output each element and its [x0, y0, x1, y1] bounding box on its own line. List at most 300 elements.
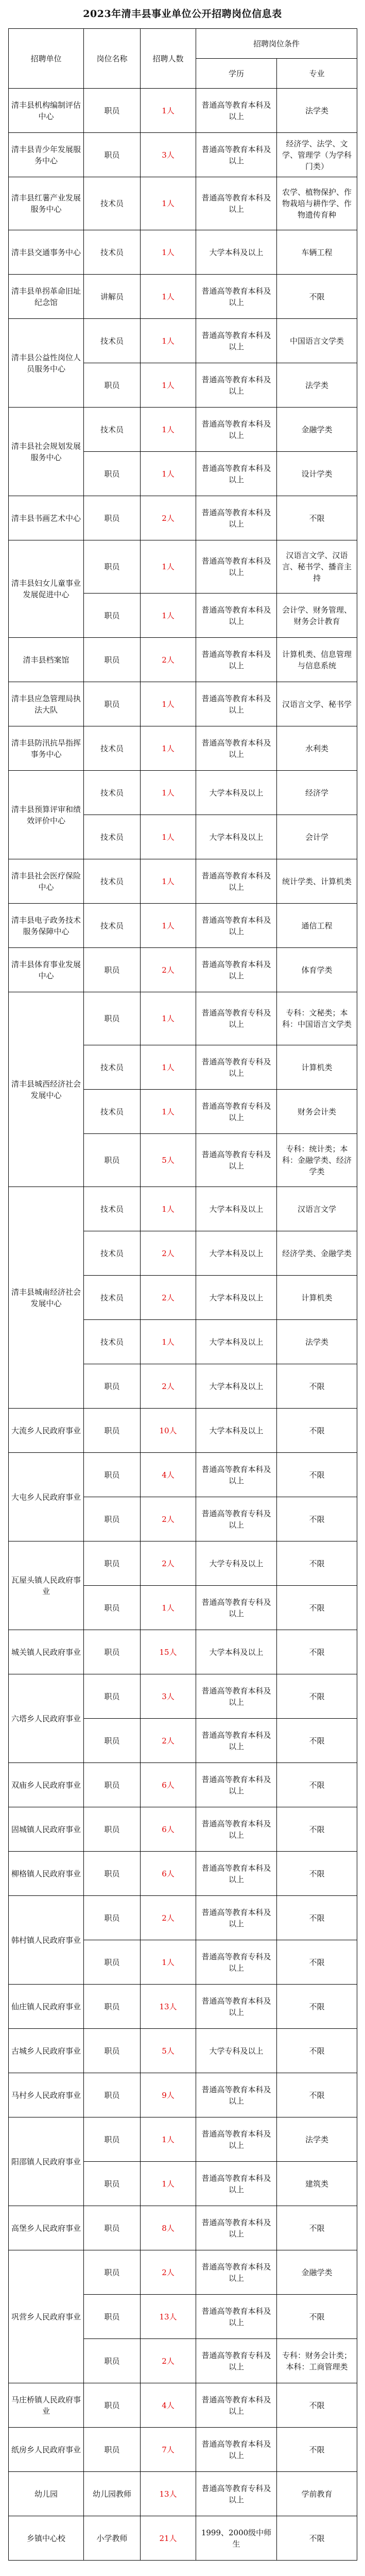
education-cell: 普通高等教育本科及以上 [196, 275, 277, 319]
major-cell: 不限 [277, 275, 357, 319]
header-education: 学历 [196, 59, 277, 89]
major-cell: 金融学类 [277, 2250, 357, 2295]
position-cell: 职员 [84, 89, 141, 133]
unit-cell: 城关镇人民政府事业 [9, 1630, 84, 1674]
position-cell: 职员 [84, 1940, 141, 1985]
unit-cell: 清丰县应急管理局执法大队 [9, 682, 84, 726]
count-cell: 1人 [141, 177, 196, 230]
unit-cell: 柳格镇人民政府事业 [9, 1852, 84, 1896]
unit-cell: 清丰县妇女儿童事业发展促进中心 [9, 540, 84, 638]
education-cell: 普通高等教育本科及以上 [196, 133, 277, 177]
education-cell: 普通高等教育本科及以上 [196, 904, 277, 948]
education-cell: 大学专科及以上 [196, 2029, 277, 2073]
table-row [9, 319, 357, 363]
count-cell: 2人 [141, 1719, 196, 1763]
unit-cell: 马村乡人民政府事业 [9, 2073, 84, 2117]
table-row [9, 2383, 357, 2428]
education-cell: 普通高等教育本科及以上 [196, 319, 277, 363]
count-cell: 5人 [141, 1134, 196, 1187]
unit-cell: 清丰县预算评审和绩效评价中心 [9, 771, 84, 859]
unit-cell: 六塔乡人民政府事业 [9, 1674, 84, 1763]
major-cell: 不限 [277, 2428, 357, 2472]
education-cell: 大学本科及以上 [196, 230, 277, 275]
position-cell: 职员 [84, 1763, 141, 1807]
table-row [9, 2250, 357, 2295]
unit-cell: 清丰县红薯产业发展服务中心 [9, 177, 84, 230]
position-cell: 小学教师 [84, 2516, 141, 2561]
position-cell: 技术员 [84, 771, 141, 815]
count-cell: 4人 [141, 1453, 196, 1497]
table-row [9, 771, 357, 815]
unit-cell: 大屯乡人民政府事业 [9, 1453, 84, 1541]
header-position: 岗位名称 [84, 29, 141, 89]
major-cell: 计算机类、信息管理与信息系统 [277, 638, 357, 682]
table-row [9, 1896, 357, 1940]
table-row [9, 408, 357, 452]
major-cell: 不限 [277, 1364, 357, 1409]
count-cell: 2人 [141, 2250, 196, 2295]
position-cell: 职员 [84, 1807, 141, 1852]
count-cell: 1人 [141, 594, 196, 638]
position-cell: 技术员 [84, 319, 141, 363]
count-cell: 1人 [141, 1045, 196, 1090]
count-cell: 1人 [141, 1320, 196, 1364]
major-cell: 财务会计类 [277, 1090, 357, 1134]
education-cell: 普通高等教育专科及以上 [196, 2339, 277, 2383]
education-cell: 大学本科及以上 [196, 1364, 277, 1409]
major-cell: 不限 [277, 496, 357, 540]
count-cell: 1人 [141, 2117, 196, 2162]
position-cell: 职员 [84, 2073, 141, 2117]
major-cell: 车辆工程 [277, 230, 357, 275]
education-cell: 普通高等教育专科及以上 [196, 2472, 277, 2516]
education-cell: 普通高等教育本科及以上 [196, 89, 277, 133]
count-cell: 3人 [141, 133, 196, 177]
position-cell: 职员 [84, 992, 141, 1045]
education-cell: 普通高等教育专科及以上 [196, 1586, 277, 1630]
unit-cell: 清丰县青少年发展服务中心 [9, 133, 84, 177]
unit-cell: 仙庄镇人民政府事业 [9, 1985, 84, 2029]
education-cell: 1999、2000级中师生 [196, 2516, 277, 2561]
unit-cell: 清丰县公益性岗位人员服务中心 [9, 319, 84, 408]
major-cell: 不限 [277, 1940, 357, 1985]
count-cell: 1人 [141, 408, 196, 452]
count-cell: 1人 [141, 992, 196, 1045]
table-row [9, 992, 357, 1045]
position-cell: 技术员 [84, 859, 141, 904]
major-cell: 农学、植物保护、作物栽培与耕作学、作物遗传育种 [277, 177, 357, 230]
education-cell: 普通高等教育专科及以上 [196, 1045, 277, 1090]
education-cell: 普通高等教育本科及以上 [196, 177, 277, 230]
table-row [9, 2472, 357, 2516]
education-cell: 普通高等教育本科及以上 [196, 2073, 277, 2117]
count-cell: 2人 [141, 638, 196, 682]
table-row [9, 2029, 357, 2073]
header-count: 招聘人数 [141, 29, 196, 89]
education-cell: 普通高等教育本科及以上 [196, 2295, 277, 2339]
position-cell: 职员 [84, 2250, 141, 2295]
education-cell: 普通高等教育本科及以上 [196, 2162, 277, 2206]
count-cell: 1人 [141, 89, 196, 133]
education-cell: 普通高等教育专科及以上 [196, 992, 277, 1045]
position-cell: 职员 [84, 1586, 141, 1630]
recruitment-table [8, 28, 357, 2561]
count-cell: 2人 [141, 496, 196, 540]
major-cell: 不限 [277, 2073, 357, 2117]
major-cell: 不限 [277, 1896, 357, 1940]
count-cell: 1人 [141, 319, 196, 363]
table-row [9, 682, 357, 726]
count-cell: 10人 [141, 1409, 196, 1453]
education-cell: 大学本科及以上 [196, 771, 277, 815]
table-row [9, 133, 357, 177]
major-cell: 金融学类 [277, 408, 357, 452]
count-cell: 2人 [141, 1896, 196, 1940]
table-row [9, 726, 357, 771]
count-cell: 2人 [141, 948, 196, 992]
count-cell: 1人 [141, 2162, 196, 2206]
unit-cell: 巩营乡人民政府事业 [9, 2250, 84, 2383]
major-cell: 不限 [277, 2295, 357, 2339]
position-cell: 职员 [84, 2428, 141, 2472]
major-cell: 汉语言文学 [277, 1187, 357, 1231]
major-cell: 不限 [277, 1674, 357, 1719]
major-cell: 体育学类 [277, 948, 357, 992]
table-row [9, 230, 357, 275]
count-cell: 2人 [141, 1541, 196, 1586]
table-row [9, 1763, 357, 1807]
unit-cell: 韩村镇人民政府事业 [9, 1896, 84, 1985]
education-cell: 普通高等教育本科及以上 [196, 1763, 277, 1807]
major-cell: 法学类 [277, 1320, 357, 1364]
position-cell: 职员 [84, 948, 141, 992]
unit-cell: 纸房乡人民政府事业 [9, 2428, 84, 2472]
major-cell: 不限 [277, 2029, 357, 2073]
position-cell: 职员 [84, 1409, 141, 1453]
count-cell: 1人 [141, 363, 196, 408]
education-cell: 大学本科及以上 [196, 1231, 277, 1276]
table-row [9, 1674, 357, 1719]
education-cell: 普通高等教育本科及以上 [196, 726, 277, 771]
education-cell: 普通高等教育本科及以上 [196, 408, 277, 452]
count-cell: 1人 [141, 859, 196, 904]
education-cell: 普通高等教育本科及以上 [196, 682, 277, 726]
position-cell: 职员 [84, 594, 141, 638]
unit-cell: 清丰县社会医疗保险中心 [9, 859, 84, 904]
education-cell: 普通高等教育本科及以上 [196, 540, 277, 594]
table-row [9, 948, 357, 992]
position-cell: 职员 [84, 1541, 141, 1586]
position-cell: 技术员 [84, 408, 141, 452]
education-cell: 大学本科及以上 [196, 1630, 277, 1674]
unit-cell: 清丰县体育事业发展中心 [9, 948, 84, 992]
major-cell: 法学类 [277, 2117, 357, 2162]
position-cell: 职员 [84, 1364, 141, 1409]
major-cell: 不限 [277, 1763, 357, 1807]
table-row [9, 1187, 357, 1231]
major-cell: 不限 [277, 1985, 357, 2029]
major-cell: 法学类 [277, 89, 357, 133]
table-row [9, 2073, 357, 2117]
count-cell: 1人 [141, 275, 196, 319]
count-cell: 1人 [141, 230, 196, 275]
count-cell: 6人 [141, 1763, 196, 1807]
education-cell: 普通高等教育本科及以上 [196, 594, 277, 638]
major-cell: 不限 [277, 1719, 357, 1763]
major-cell: 不限 [277, 2206, 357, 2250]
position-cell: 技术员 [84, 904, 141, 948]
count-cell: 8人 [141, 2206, 196, 2250]
position-cell: 职员 [84, 452, 141, 496]
position-cell: 职员 [84, 1719, 141, 1763]
major-cell: 计算机类 [277, 1045, 357, 1090]
position-cell: 职员 [84, 2029, 141, 2073]
major-cell: 不限 [277, 1630, 357, 1674]
major-cell: 不限 [277, 1852, 357, 1896]
education-cell: 大学本科及以上 [196, 1276, 277, 1320]
table-row [9, 1852, 357, 1896]
education-cell: 大学本科及以上 [196, 1409, 277, 1453]
count-cell: 15人 [141, 1630, 196, 1674]
table-row [9, 275, 357, 319]
count-cell: 6人 [141, 1807, 196, 1852]
education-cell: 普通高等教育本科及以上 [196, 859, 277, 904]
education-cell: 普通高等教育本科及以上 [196, 1719, 277, 1763]
table-row [9, 1807, 357, 1852]
education-cell: 普通高等教育本科及以上 [196, 2428, 277, 2472]
major-cell: 不限 [277, 1541, 357, 1586]
education-cell: 大学本科及以上 [196, 815, 277, 859]
count-cell: 1人 [141, 1187, 196, 1231]
education-cell: 普通高等教育本科及以上 [196, 363, 277, 408]
position-cell: 职员 [84, 2383, 141, 2428]
count-cell: 3人 [141, 1674, 196, 1719]
major-cell: 中国语言文学类 [277, 319, 357, 363]
position-cell: 技术员 [84, 1045, 141, 1090]
education-cell: 普通高等教育专科及以上 [196, 1940, 277, 1985]
table-row [9, 1409, 357, 1453]
education-cell: 普通高等教育本科及以上 [196, 2383, 277, 2428]
unit-cell: 清丰县交通事务中心 [9, 230, 84, 275]
count-cell: 4人 [141, 2383, 196, 2428]
count-cell: 1人 [141, 1090, 196, 1134]
position-cell: 职员 [84, 2117, 141, 2162]
major-cell: 计算机类 [277, 1276, 357, 1320]
table-row [9, 638, 357, 682]
table-row [9, 1630, 357, 1674]
major-cell: 专科：统计类；本科：金融学类、经济学类 [277, 1134, 357, 1187]
major-cell: 统计学类、计算机类 [277, 859, 357, 904]
position-cell: 技术员 [84, 726, 141, 771]
table-row [9, 177, 357, 230]
unit-cell: 清丰县书画艺术中心 [9, 496, 84, 540]
unit-cell: 清丰县城西经济社会发展中心 [9, 992, 84, 1187]
count-cell: 2人 [141, 1364, 196, 1409]
major-cell: 经济学 [277, 771, 357, 815]
position-cell: 技术员 [84, 1231, 141, 1276]
page-title: 2023年清丰县事业单位公开招聘岗位信息表 [83, 8, 282, 20]
major-cell: 通信工程 [277, 904, 357, 948]
unit-cell: 清丰县机构编制评估中心 [9, 89, 84, 133]
unit-cell: 幼儿园 [9, 2472, 84, 2516]
unit-cell: 双庙乡人民政府事业 [9, 1763, 84, 1807]
major-cell: 水利类 [277, 726, 357, 771]
count-cell: 13人 [141, 2295, 196, 2339]
education-cell: 普通高等教育本科及以上 [196, 1674, 277, 1719]
table-row [9, 89, 357, 133]
count-cell: 21人 [141, 2516, 196, 2561]
table-row [9, 904, 357, 948]
education-cell: 普通高等教育本科及以上 [196, 496, 277, 540]
position-cell: 技术员 [84, 1320, 141, 1364]
unit-cell: 清丰县城南经济社会发展中心 [9, 1187, 84, 1409]
table-row [9, 2206, 357, 2250]
education-cell: 普通高等教育本科及以上 [196, 1985, 277, 2029]
major-cell: 法学类 [277, 363, 357, 408]
major-cell: 不限 [277, 1586, 357, 1630]
unit-cell: 古城乡人民政府事业 [9, 2029, 84, 2073]
header-major: 专业 [277, 59, 357, 89]
position-cell: 技术员 [84, 815, 141, 859]
position-cell: 技术员 [84, 177, 141, 230]
unit-cell: 固城镇人民政府事业 [9, 1807, 84, 1852]
position-cell: 职员 [84, 2339, 141, 2383]
position-cell: 职员 [84, 133, 141, 177]
education-cell: 普通高等教育本科及以上 [196, 638, 277, 682]
position-cell: 职员 [84, 2162, 141, 2206]
count-cell: 2人 [141, 1231, 196, 1276]
count-cell: 1人 [141, 726, 196, 771]
count-cell: 1人 [141, 815, 196, 859]
major-cell: 经济学、法学、文学、管理学（为学科门类） [277, 133, 357, 177]
position-cell: 技术员 [84, 1090, 141, 1134]
count-cell: 2人 [141, 1497, 196, 1541]
count-cell: 1人 [141, 904, 196, 948]
table-row [9, 2428, 357, 2472]
count-cell: 5人 [141, 2029, 196, 2073]
table-row [9, 2516, 357, 2561]
major-cell: 学前教育 [277, 2472, 357, 2516]
count-cell: 1人 [141, 452, 196, 496]
unit-cell: 清丰县单拐革命旧址纪念馆 [9, 275, 84, 319]
education-cell: 普通高等教育本科及以上 [196, 948, 277, 992]
count-cell: 9人 [141, 2073, 196, 2117]
position-cell: 幼儿园教师 [84, 2472, 141, 2516]
unit-cell: 瓦屋头镇人民政府事业 [9, 1541, 84, 1630]
table-row [9, 496, 357, 540]
position-cell: 职员 [84, 540, 141, 594]
major-cell: 不限 [277, 1807, 357, 1852]
table-row [9, 2117, 357, 2162]
education-cell: 大学专科及以上 [196, 1541, 277, 1586]
position-cell: 职员 [84, 1630, 141, 1674]
position-cell: 职员 [84, 1985, 141, 2029]
count-cell: 7人 [141, 2428, 196, 2472]
header-unit: 招聘单位 [9, 29, 84, 89]
unit-cell: 清丰县电子政务技术服务保障中心 [9, 904, 84, 948]
count-cell: 1人 [141, 1940, 196, 1985]
education-cell: 大学本科及以上 [196, 1187, 277, 1231]
table-row [9, 1985, 357, 2029]
major-cell: 不限 [277, 1453, 357, 1497]
header-conditions: 招聘岗位条件 [196, 29, 357, 59]
position-cell: 职员 [84, 363, 141, 408]
education-cell: 普通高等教育专科及以上 [196, 1134, 277, 1187]
position-cell: 职员 [84, 2295, 141, 2339]
education-cell: 普通高等教育本科及以上 [196, 1807, 277, 1852]
position-cell: 职员 [84, 682, 141, 726]
unit-cell: 乡镇中心校 [9, 2516, 84, 2561]
unit-cell: 马庄桥镇人民政府事业 [9, 2383, 84, 2428]
education-cell: 普通高等教育本科及以上 [196, 1896, 277, 1940]
major-cell: 不限 [277, 1409, 357, 1453]
unit-cell: 高堡乡人民政府事业 [9, 2206, 84, 2250]
position-cell: 职员 [84, 1896, 141, 1940]
major-cell: 建筑类 [277, 2162, 357, 2206]
count-cell: 2人 [141, 2339, 196, 2383]
table-row [9, 540, 357, 594]
major-cell: 不限 [277, 2383, 357, 2428]
education-cell: 普通高等教育本科及以上 [196, 1453, 277, 1497]
major-cell: 经济学类、金融学类 [277, 1231, 357, 1276]
education-cell: 普通高等教育本科及以上 [196, 2206, 277, 2250]
position-cell: 职员 [84, 1852, 141, 1896]
major-cell: 专科：财务会计类；本科：工商管理类 [277, 2339, 357, 2383]
education-cell: 普通高等教育本科及以上 [196, 2250, 277, 2295]
count-cell: 6人 [141, 1852, 196, 1896]
unit-cell: 清丰县社会规划发展服务中心 [9, 408, 84, 496]
education-cell: 普通高等教育本科及以上 [196, 452, 277, 496]
position-cell: 职员 [84, 1674, 141, 1719]
position-cell: 职员 [84, 638, 141, 682]
position-cell: 职员 [84, 496, 141, 540]
position-cell: 技术员 [84, 1276, 141, 1320]
position-cell: 职员 [84, 1134, 141, 1187]
major-cell: 专科：文秘类；本科：中国语言文学类 [277, 992, 357, 1045]
table-row [9, 859, 357, 904]
unit-cell: 清丰县防汛抗旱指挥事务中心 [9, 726, 84, 771]
major-cell: 会计学 [277, 815, 357, 859]
education-cell: 普通高等教育专科及以上 [196, 1090, 277, 1134]
position-cell: 技术员 [84, 230, 141, 275]
unit-cell: 阳邵镇人民政府事业 [9, 2117, 84, 2206]
education-cell: 普通高等教育本科及以上 [196, 2117, 277, 2162]
position-cell: 讲解员 [84, 275, 141, 319]
unit-cell: 大流乡人民政府事业 [9, 1409, 84, 1453]
count-cell: 13人 [141, 1985, 196, 2029]
count-cell: 1人 [141, 771, 196, 815]
table-row [9, 1453, 357, 1497]
position-cell: 职员 [84, 2206, 141, 2250]
major-cell: 设计学类 [277, 452, 357, 496]
major-cell: 汉语言文学、秘书学 [277, 682, 357, 726]
major-cell: 不限 [277, 2516, 357, 2561]
table-row [9, 1541, 357, 1586]
position-cell: 技术员 [84, 1187, 141, 1231]
major-cell: 汉语言文学、汉语言、秘书学、播音主持 [277, 540, 357, 594]
education-cell: 普通高等教育本科及以上 [196, 1852, 277, 1896]
count-cell: 13人 [141, 2472, 196, 2516]
count-cell: 1人 [141, 540, 196, 594]
education-cell: 大学本科及以上 [196, 1320, 277, 1364]
unit-cell: 清丰县档案馆 [9, 638, 84, 682]
position-cell: 职员 [84, 1497, 141, 1541]
education-cell: 普通高等教育专科及以上 [196, 1497, 277, 1541]
major-cell: 会计学、财务管理、财务会计教育 [277, 594, 357, 638]
count-cell: 1人 [141, 682, 196, 726]
count-cell: 2人 [141, 1276, 196, 1320]
position-cell: 职员 [84, 1453, 141, 1497]
